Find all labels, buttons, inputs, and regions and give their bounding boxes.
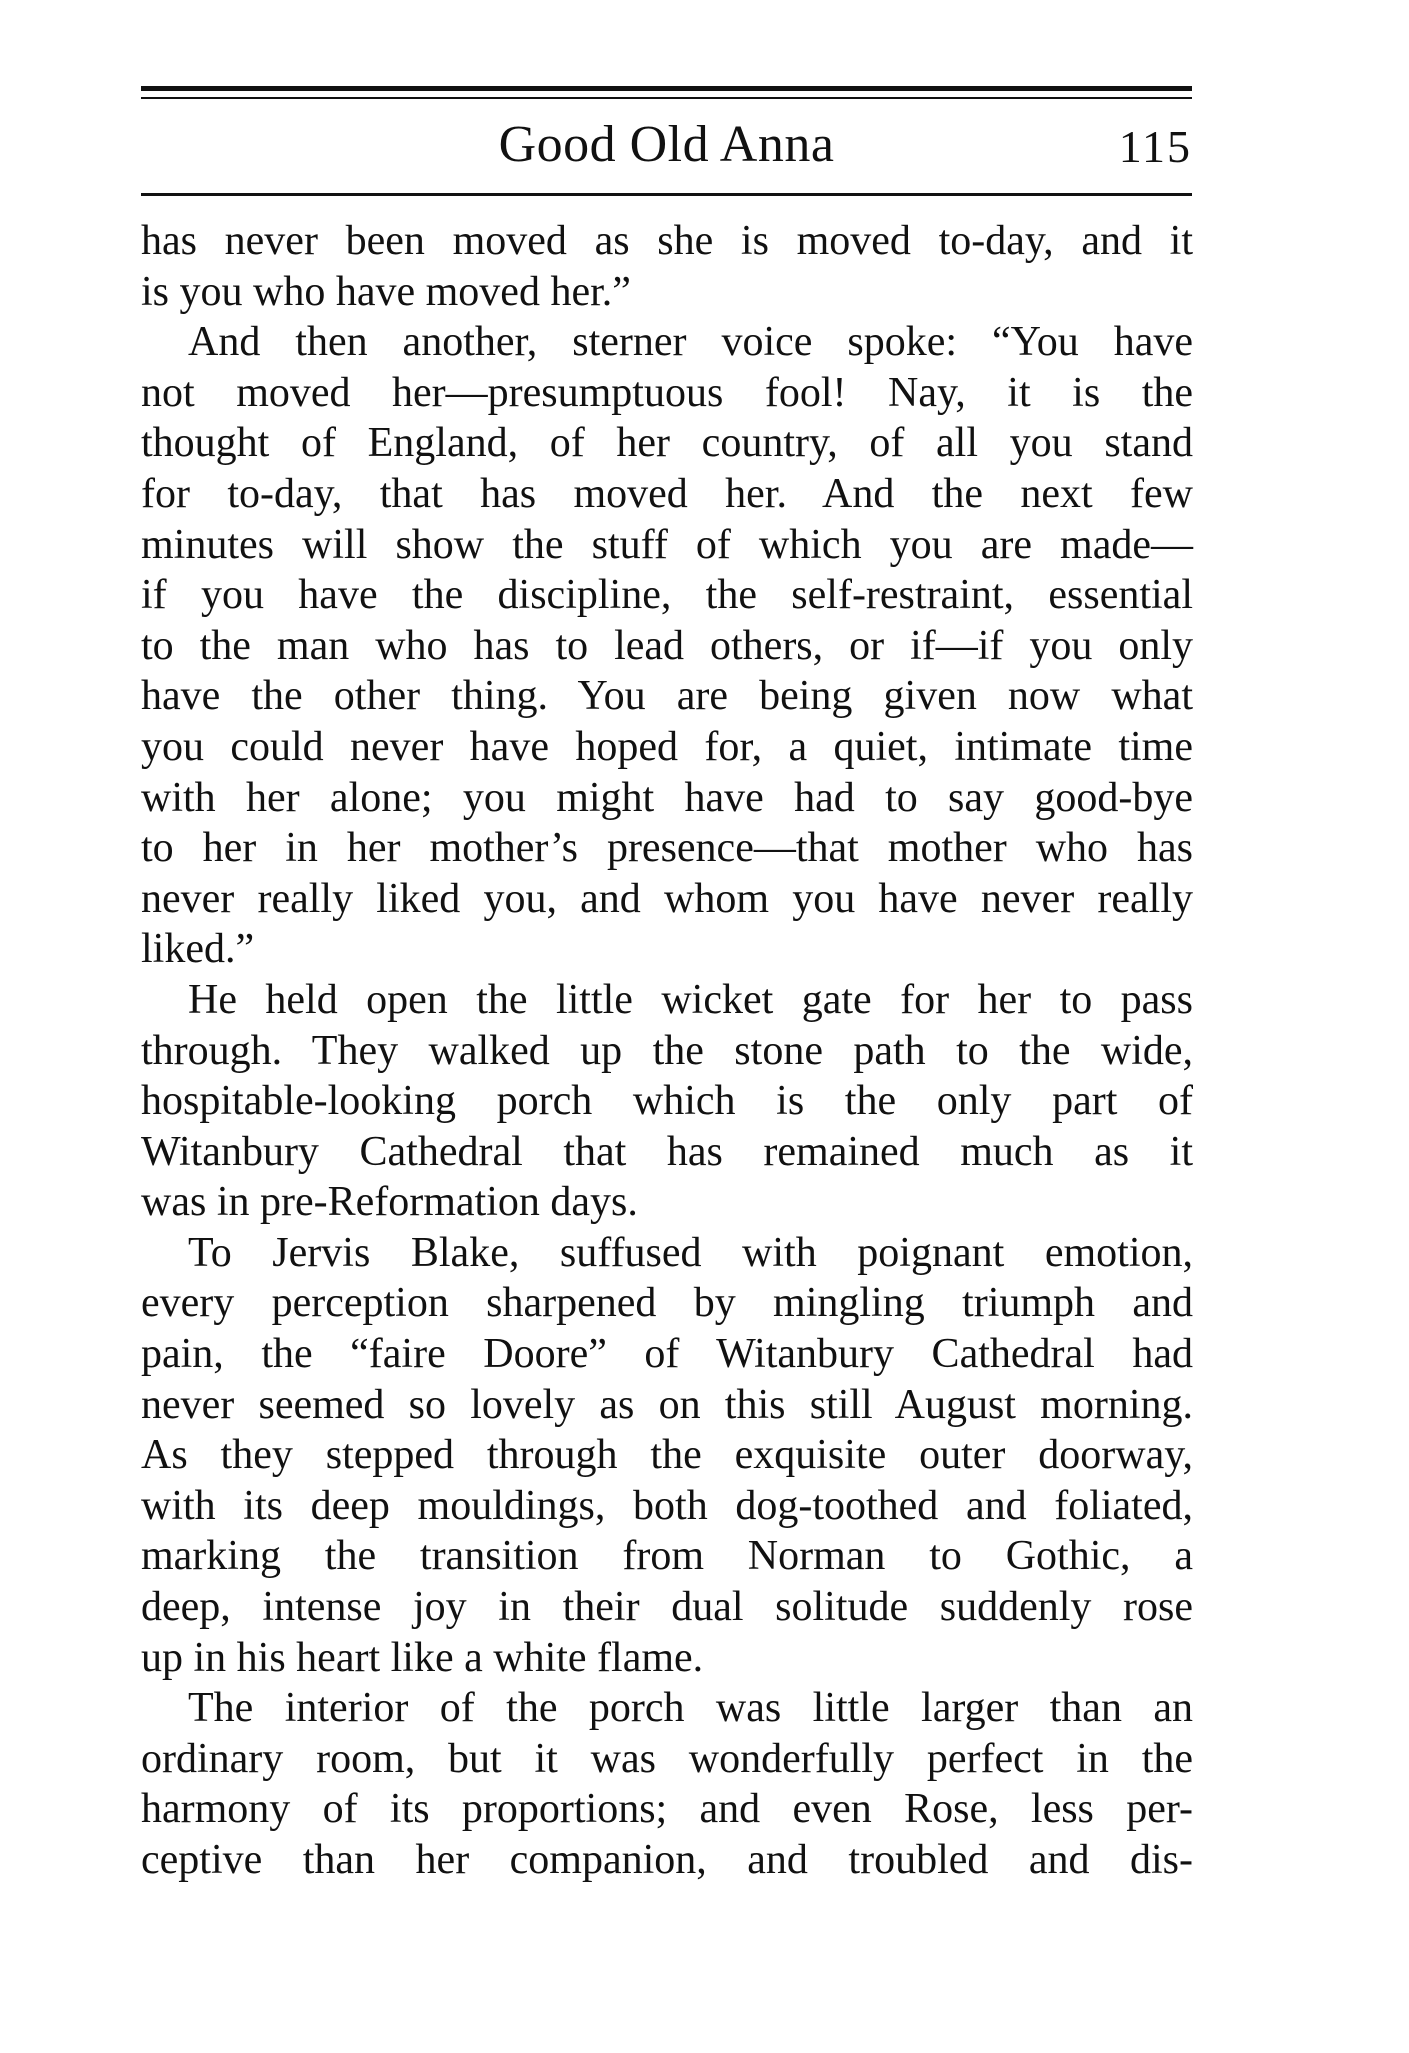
header-top-rule	[141, 86, 1192, 91]
text-line: And then another, sterner voice spoke: “You have	[188, 319, 1193, 366]
text-line: was in pre-Reformation days.	[141, 1179, 638, 1226]
text-line: The interior of the porch was little larger than an	[188, 1685, 1193, 1732]
text-line: with her alone; you might have had to say good-bye	[141, 774, 1193, 821]
text-line: with its deep mouldings, both dog-toothed and foliated,	[141, 1482, 1193, 1529]
body-text	[141, 216, 1193, 1886]
header-top-rule-thin	[141, 97, 1192, 99]
text-line: is you who have moved her.”	[141, 268, 631, 315]
running-head	[141, 110, 1192, 180]
text-line: you could never have hoped for, a quiet, intimate time	[141, 723, 1193, 770]
text-line: if you have the discipline, the self-restraint, essential	[141, 572, 1193, 619]
text-line: ordinary room, but it was wonderfully perfect in the	[141, 1735, 1193, 1782]
page-number: 115	[1118, 121, 1192, 172]
text-line: harmony of its proportions; and even Rose, less per-	[141, 1786, 1193, 1833]
text-line: thought of England, of her country, of all you stand	[141, 420, 1193, 467]
header-bottom-rule	[141, 193, 1192, 196]
text-line: marking the transition from Norman to Gothic, a	[141, 1533, 1193, 1580]
text-line: As they stepped through the exquisite outer doorway,	[141, 1432, 1193, 1479]
text-line: never really liked you, and whom you have never really	[141, 875, 1193, 922]
text-line: up in his heart like a white flame.	[141, 1634, 704, 1681]
text-line: ceptive than her companion, and troubled and dis-	[141, 1837, 1193, 1883]
text-line: every perception sharpened by mingling triumph and	[141, 1280, 1193, 1327]
text-line: hospitable-looking porch which is the only part of	[141, 1078, 1193, 1125]
text-line: minutes will show the stuff of which you are made—	[141, 521, 1193, 568]
text-line: have the other thing. You are being given now what	[141, 673, 1193, 720]
text-line: has never been moved as she is moved to-day, and it	[141, 218, 1193, 264]
text-line: liked.”	[141, 926, 255, 973]
text-line: He held open the little wicket gate for her to pass	[188, 976, 1193, 1023]
text-line: to the man who has to lead others, or if—if you only	[141, 622, 1193, 669]
text-line: never seemed so lovely as on this still August morning.	[141, 1381, 1193, 1428]
text-line: pain, the “faire Doore” of Witanbury Cathedral had	[141, 1331, 1193, 1378]
text-line: Witanbury Cathedral that has remained much as it	[141, 1128, 1193, 1175]
text-line: not moved her—presumptuous fool! Nay, it is the	[141, 369, 1193, 416]
text-line: to her in her mother’s presence—that mother who has	[141, 825, 1193, 872]
running-head-title: Good Old Anna	[498, 116, 835, 173]
text-line: deep, intense joy in their dual solitude suddenly rose	[141, 1584, 1193, 1631]
text-line: through. They walked up the stone path to the wide,	[141, 1027, 1193, 1074]
text-line: To Jervis Blake, suffused with poignant emotion,	[188, 1229, 1193, 1276]
text-line: for to-day, that has moved her. And the next few	[141, 470, 1193, 517]
